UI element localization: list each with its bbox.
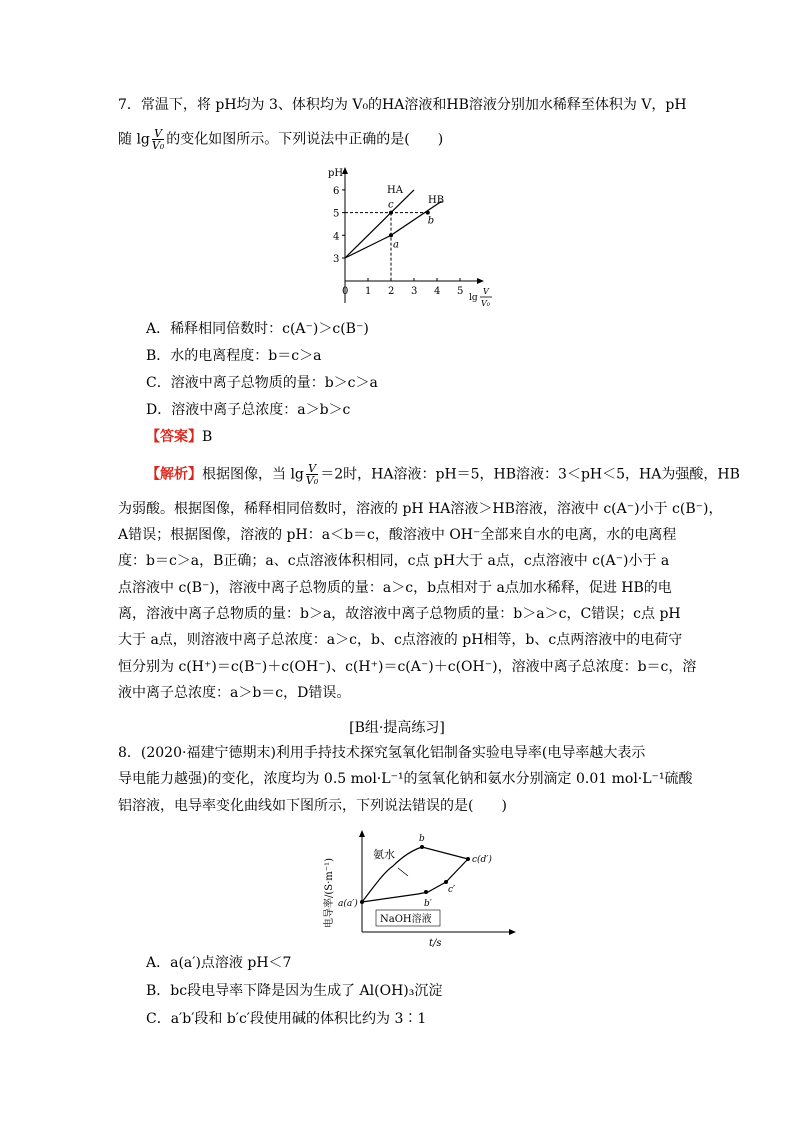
q7-fraction-den: V₀ xyxy=(151,139,165,152)
q8-y-axis-arrow xyxy=(359,830,365,837)
q7-x-tick-label: 1 xyxy=(365,286,372,297)
q7-x-tick-label: 5 xyxy=(457,286,464,297)
q8-point-b xyxy=(420,845,424,849)
q7-y-tick-label: 4 xyxy=(333,231,340,243)
q8-point-c-prime xyxy=(444,880,448,884)
q8-point-label-c-prime: c′ xyxy=(448,885,456,895)
q7-option-d: D．溶液中离子总浓度：a＞b＞c xyxy=(146,402,351,418)
q7-point-a xyxy=(389,233,393,237)
q8-point-b-prime xyxy=(424,890,428,894)
q7-y-axis-label: pH xyxy=(328,168,344,179)
q8-conductivity-chart xyxy=(318,828,518,950)
q7-point-b xyxy=(426,211,430,215)
q8-x-axis-arrow xyxy=(509,929,516,935)
svg-text:V₀: V₀ xyxy=(481,299,490,308)
analysis-line-1-pre: 根据图像，当 lg xyxy=(202,466,304,483)
analysis-fraction-num: V xyxy=(306,463,318,475)
q7-stem-line1: 7．常温下，将 pH均为 3、体积均为 V₀的HA溶液和HB溶液分别加水稀释至体积为 V，pH xyxy=(118,97,687,113)
section-title: [B组·提高练习] xyxy=(349,720,445,736)
q7-point-label-c: c xyxy=(388,199,394,211)
q8-point-label-a: a(a′) xyxy=(338,899,358,909)
analysis-line-6: 离，溶液中离子总物质的量：b＞a，故溶液中离子总物质的量：b＞a＞c，C错误；c点 pH xyxy=(118,606,681,622)
analysis-line-9: 液中离子总浓度：a＞b＝c，D错误。 xyxy=(118,685,351,701)
q7-point-label-b: b xyxy=(427,215,435,227)
analysis-tag: 【解析】 xyxy=(146,466,202,483)
q7-y-tick-label: 6 xyxy=(333,185,340,197)
q8-curve2-label: NaOH溶液 xyxy=(380,914,432,925)
q8-x-axis-label: t/s xyxy=(429,938,442,949)
q8-point-a xyxy=(360,900,364,904)
q8-point-c xyxy=(466,857,470,861)
q7-fraction xyxy=(152,128,164,151)
q7-series-label-ha: HA xyxy=(387,185,403,196)
analysis-fraction-den: V₀ xyxy=(305,474,319,487)
answer-tag: 【答案】 xyxy=(146,429,202,445)
q7-series-label-hb: HB xyxy=(428,195,445,206)
q8-y-axis-label: 电导率/(S·m⁻¹) xyxy=(324,858,335,928)
q7-stem-line2-post: 的变化如图所示。下列说法中正确的是( ) xyxy=(166,131,444,148)
q7-x-tick-label: 3 xyxy=(411,286,418,297)
analysis-line-2: 为弱酸。根据图像，稀释相同倍数时，溶液的 pH HA溶液＞HB溶液，溶液中 c(A⁻)小于 c(B⁻)， xyxy=(118,501,723,517)
q7-point-c xyxy=(389,211,393,215)
q8-option-b: B．bc段电导率下降是因为生成了 Al(OH)₃沉淀 xyxy=(146,983,443,999)
analysis-line-4: 度：b＝c＞a，B正确；a、c点溶液体积相同，c点 pH大于 a点，c点溶液中 c(A⁻)小于 a xyxy=(118,553,670,569)
q7-option-c: C．溶液中离子总物质的量：b＞c＞a xyxy=(146,375,378,391)
q7-point-label-a: a xyxy=(393,239,399,251)
q8-point-label-b: b xyxy=(419,834,425,844)
q7-answer xyxy=(146,428,212,446)
q7-x-axis-label xyxy=(469,287,492,308)
q7-series-line-ha xyxy=(345,190,414,258)
q8-option-a: A．a(a′)点溶液 pH＜7 xyxy=(146,955,292,971)
svg-text:lg: lg xyxy=(469,293,478,303)
analysis-fraction xyxy=(306,463,318,486)
q8-ammonia-leader xyxy=(398,868,408,876)
q8-stem-line2: 导电能力越强)的变化，浓度均为 0.5 mol·L⁻¹的氢氧化钠和氨水分别滴定 0.01 mol·L⁻¹硫酸 xyxy=(118,771,693,787)
q7-x-tick-label: 2 xyxy=(388,286,395,297)
svg-text:V: V xyxy=(483,287,489,296)
q8-point-label-c: c(d′) xyxy=(472,855,492,865)
q8-point-label-b-prime: b′ xyxy=(424,899,432,909)
q7-stem-line2-pre: 随 lg xyxy=(118,131,150,148)
q7-option-b: B．水的电离程度：b＝c＞a xyxy=(146,348,322,364)
q7-fraction-num: V xyxy=(152,128,164,140)
q7-y-tick-label: 5 xyxy=(333,208,340,220)
q8-option-c: C．a′b′段和 b′c′段使用碱的体积比约为 3∶1 xyxy=(146,1011,427,1027)
analysis-line-7: 大于 a点，则溶液中离子总浓度：a＞c，b、c点溶液的 pH相等，b、c点两溶液中的电荷守 xyxy=(118,632,683,648)
q8-curve1-label: 氨水 xyxy=(373,848,395,861)
q7-option-a: A．稀释相同倍数时：c(A⁻)＞c(B⁻) xyxy=(146,321,369,337)
analysis-line-1 xyxy=(146,463,740,486)
analysis-line-3: A错误；根据图像，溶液的 pH：a＜b＝c，酸溶液中 OH⁻全部来自水的电离，水的电离程 xyxy=(118,527,677,543)
q7-x-tick-label: 4 xyxy=(434,286,441,297)
q7-y-tick-label: 3 xyxy=(333,254,340,265)
q8-curve-naoh xyxy=(362,859,468,902)
q8-stem-line1: 8．(2020·福建宁德期末)利用手持技术探究氢氧化铝制备实验电导率(电导率越大表示 xyxy=(118,745,646,761)
q8-stem-line3: 铝溶液，电导率变化曲线如下图所示，下列说法错误的是( ) xyxy=(118,798,507,814)
q7-stem-line2 xyxy=(118,128,443,151)
analysis-line-5: 点溶液中 c(B⁻)，溶液中离子总物质的量：a＞c，b点相对于 a点加水稀释，促进 HB的电 xyxy=(118,580,672,596)
analysis-line-1-post: ＝2时，HA溶液：pH＝5，HB溶液：3＜pH＜5，HA为强酸，HB xyxy=(320,466,740,483)
analysis-line-8: 恒分别为 c(H⁺)＝c(B⁻)＋c(OH⁻)、c(H⁺)＝c(A⁻)＋c(OH⁻)，溶液中离子总浓度：b＝c，溶 xyxy=(118,659,697,675)
q7-x-axis-arrow xyxy=(477,278,484,284)
answer-value: B xyxy=(202,429,213,445)
q7-ph-chart xyxy=(320,163,500,313)
q7-x-tick-label: 0 xyxy=(342,286,349,297)
